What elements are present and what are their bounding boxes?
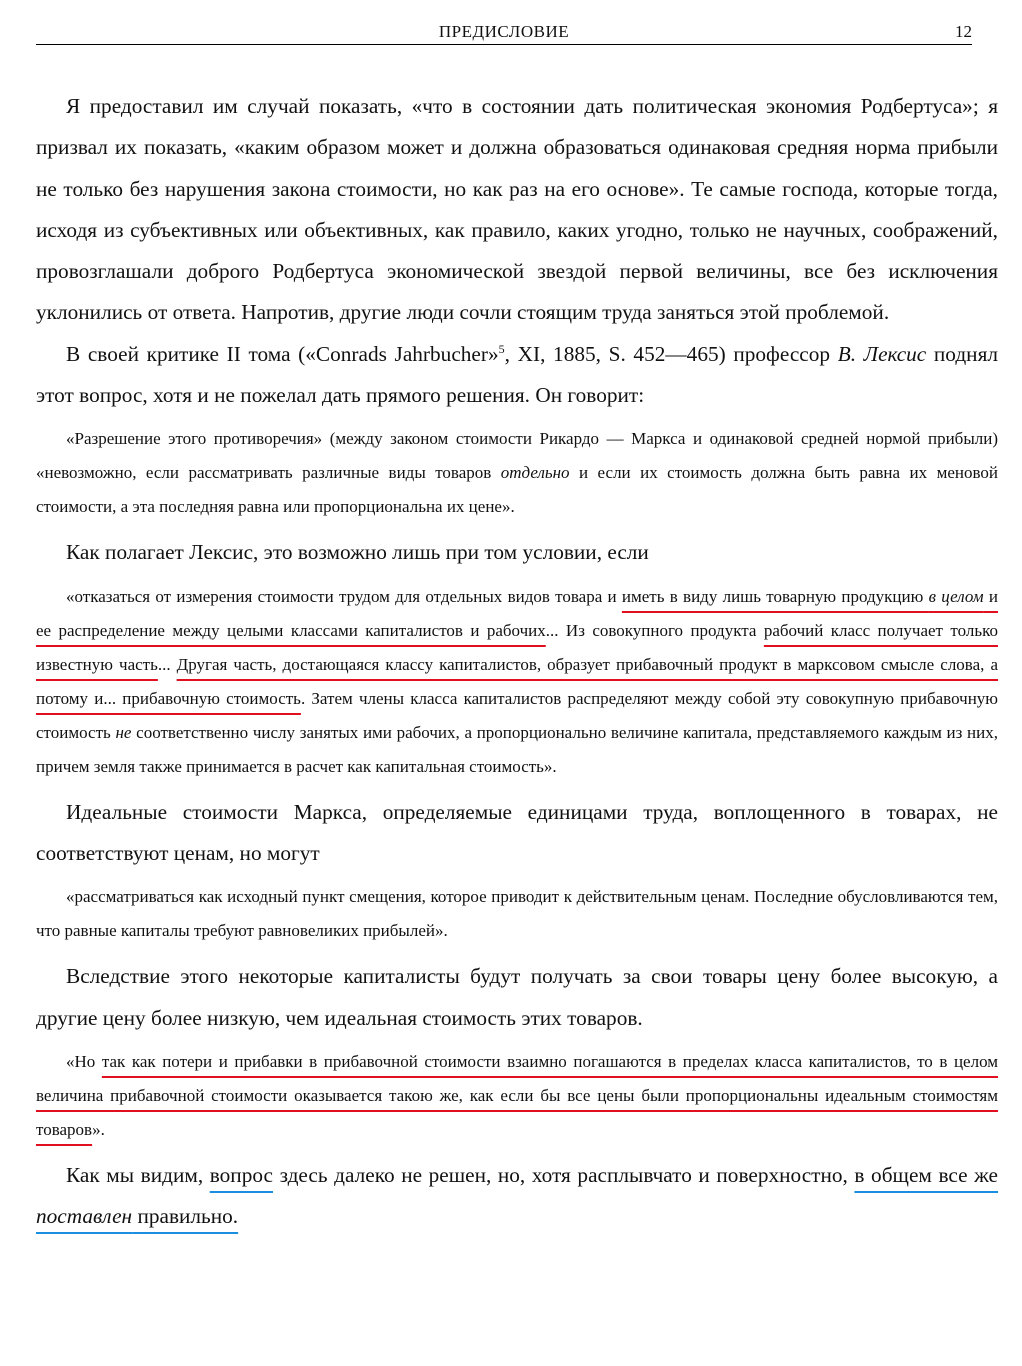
running-header [36, 22, 972, 45]
footnote-ref-5[interactable]: 5 [498, 341, 505, 356]
quote-4 [36, 1045, 998, 1147]
quote-2-emphasis: не [115, 722, 132, 742]
paragraph-2-text-a: В своей критике II тома («Conrads Jahrbucher» [66, 341, 499, 366]
red-underline-4: так как потери и прибавки в прибавочной стоимости взаимно погашаются в пределах класса капиталистов, то в целом величина прибавочной стоимости оказывается такою же, как если бы все цены были пропорциональны идеальным стоимостям товаров [36, 1051, 999, 1139]
page-body [36, 86, 998, 1237]
quote-2-text-c: ... [157, 654, 177, 674]
quote-4-text-b: ». [92, 1119, 105, 1139]
paragraph-6-text-a: Как мы видим, [66, 1162, 210, 1187]
quote-1-emphasis: отдельно [500, 463, 570, 483]
red-underline-2: рабочий класс получает только известную часть [36, 620, 998, 674]
quote-1-text-a: «Разрешение этого противоречия» (между законом стоимости Рикардо — Маркса и одинаковой средней нормой прибыли) «невозможно, если рассматривать различные виды товаров [36, 429, 998, 483]
paragraph-6-text-b: здесь далеко не решен, но, хотя расплывчато и поверхностно, [272, 1162, 855, 1187]
quote-2-text-b: ... Из совокупного продукта [545, 620, 764, 640]
paragraph-2 [36, 334, 998, 417]
blue-underline-2-emphasis: поставлен [36, 1204, 133, 1229]
quote-2-text-e: соответственно числу занятых ими рабочих, а пропорционально величине капитала, представляемого каждым из них, причем земля также принимается в расчет как капитальная стоимость». [36, 722, 999, 776]
running-header-title: ПРЕДИСЛОВИЕ [438, 22, 570, 41]
blue-underline-2-text-a: в общем все же [854, 1162, 999, 1187]
quote-1 [36, 422, 998, 524]
paragraph-6 [36, 1155, 998, 1238]
page-number: 12 [955, 22, 972, 41]
red-underline-1-text-a: иметь в виду лишь товарную продукцию [621, 586, 929, 606]
paragraph-4: Идеальные стоимости Маркса, определяемые единицами труда, воплощенного в товарах, не соответствуют ценам, но могут [36, 799, 998, 865]
red-underline-3: Другая часть, достающаяся классу капиталистов, образует прибавочный продукт в марксовом смысле слова, а потому и... прибавочную стоимость [36, 654, 998, 708]
paragraph-5: Вследствие этого некоторые капиталисты будут получать за свои товары цену более высокую, а другие цену более низкую, чем идеальная стоимость этих товаров. [36, 964, 998, 1030]
paragraph-3: Как полагает Лексис, это возможно лишь при том условии, если [66, 540, 649, 565]
quote-2-text-d: . Затем члены класса капиталистов распределяют между собой эту совокупную прибавочную стоимость [36, 688, 998, 742]
blue-underline-2-text-b: правильно. [132, 1204, 239, 1229]
red-underline-1-emphasis: в целом [928, 586, 984, 606]
quote-1-text-b: и если их стоимость должна быть равна их меновой стоимости, а эта последняя равна или пропорциональна их цене». [36, 463, 998, 517]
paragraph-2-text-b: , XI, 1885, S. 452—465) профессор [504, 341, 838, 366]
paragraph-1: Я предоставил им случай показать, «что в состоянии дать политическая экономия Родбертуса»; я призвал их показать, «каким образом может и должна образоваться одинаковая средняя норма прибыли не только без нарушения закона стоимости, но как раз на его основе». Те самые господа, которые тогда, исходя из субъективных или объективных, как правило, каких угодно, только не научных, соображений, провозглашали доброго Родбертуса экономической звездой первой величины, все без исключения уклонились от ответа. Напротив, другие люди сочли стоящим труда заняться этой проблемой. [36, 94, 998, 325]
author-name-lexis: В. Лексис [837, 341, 927, 366]
quote-2 [36, 580, 998, 784]
quote-4-text-a: «Но [66, 1051, 102, 1071]
paragraph-2-text-c: поднял этот вопрос, хотя и не пожелал дать прямого решения. Он говорит: [36, 341, 998, 408]
quote-2-text-a: «отказаться от измерения стоимости трудом для отдельных видов товара и [66, 586, 622, 606]
blue-underline-1: вопрос [209, 1162, 273, 1187]
red-underline-1-text-b: и ее распределение между целыми классами капиталистов и рабочих [36, 586, 998, 640]
quote-3: «рассматриваться как исходный пункт смещения, которое приводит к действительным ценам. Последние обусловливаются тем, что равные капиталы требуют равновеликих прибылей». [36, 887, 998, 941]
